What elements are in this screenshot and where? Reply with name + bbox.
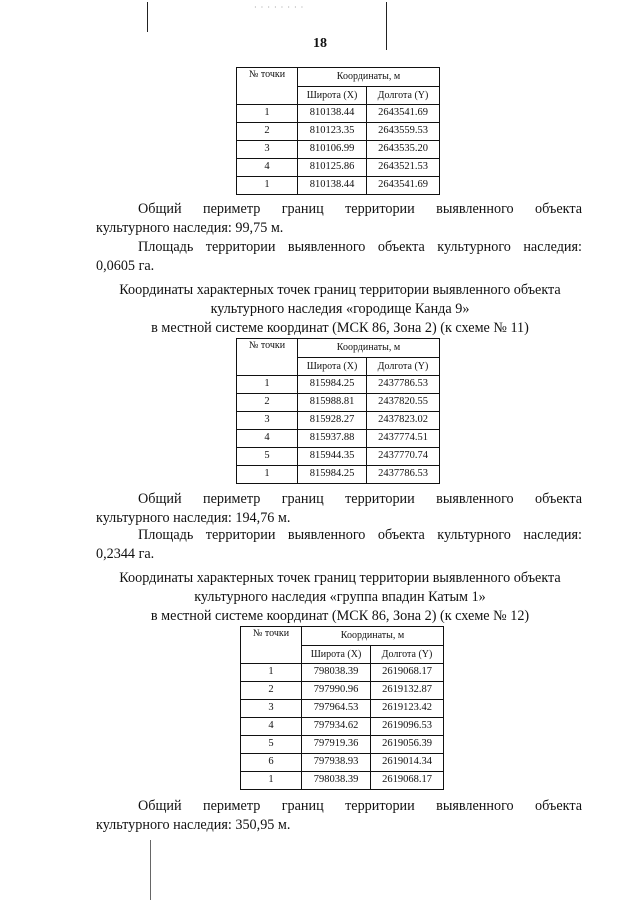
longitude-value: 2619068.17 — [371, 664, 444, 682]
latitude-value: 815984.25 — [298, 376, 367, 394]
latitude-value: 815937.88 — [298, 430, 367, 448]
header-lat: Широта (X) — [302, 646, 371, 664]
header-lon: Долгота (Y) — [371, 646, 444, 664]
longitude-value: 2643521.53 — [367, 159, 440, 177]
table-row — [237, 123, 440, 141]
latitude-value: 797938.93 — [302, 754, 371, 772]
table-row — [241, 754, 444, 772]
latitude-value: 815988.81 — [298, 394, 367, 412]
heading-line2: культурного наследия «городище Канда 9» — [210, 301, 470, 317]
table-row — [241, 772, 444, 790]
latitude-value: 797919.36 — [302, 736, 371, 754]
section-heading-2 — [60, 281, 620, 338]
longitude-value: 2643541.69 — [367, 177, 440, 195]
latitude-value: 815944.35 — [298, 448, 367, 466]
longitude-value: 2619096.53 — [371, 718, 444, 736]
table-row — [241, 700, 444, 718]
table-row — [237, 412, 440, 430]
longitude-value: 2437770.74 — [367, 448, 440, 466]
area-text-line1: Площадь территории выявленного объекта культурного наследия: — [138, 239, 582, 255]
latitude-value: 810138.44 — [298, 105, 367, 123]
point-number: 1 — [237, 466, 298, 484]
header-point-no: № точки — [237, 339, 298, 376]
section-heading-3 — [60, 569, 620, 626]
header-lon: Долгота (Y) — [367, 358, 440, 376]
table-row — [237, 466, 440, 484]
table-row — [241, 682, 444, 700]
table-row — [237, 105, 440, 123]
perimeter-paragraph-1 — [96, 200, 582, 238]
perimeter-paragraph-3 — [96, 797, 582, 835]
area-text-line1: Площадь территории выявленного объекта культурного наследия: — [138, 527, 582, 543]
longitude-value: 2619123.42 — [371, 700, 444, 718]
table-row — [237, 159, 440, 177]
point-number: 4 — [241, 718, 302, 736]
table-row — [237, 448, 440, 466]
latitude-value: 810106.99 — [298, 141, 367, 159]
point-number: 4 — [237, 159, 298, 177]
longitude-value: 2619132.87 — [371, 682, 444, 700]
header-coordinates: Координаты, м — [298, 339, 440, 358]
point-number: 6 — [241, 754, 302, 772]
longitude-value: 2437820.55 — [367, 394, 440, 412]
longitude-value: 2643541.69 — [367, 105, 440, 123]
latitude-value: 797990.96 — [302, 682, 371, 700]
point-number: 5 — [237, 448, 298, 466]
latitude-value: 798038.39 — [302, 664, 371, 682]
longitude-value: 2619056.39 — [371, 736, 444, 754]
perimeter-text-line2: культурного наследия: 194,76 м. — [96, 510, 291, 526]
table-row — [241, 736, 444, 754]
point-number: 1 — [237, 376, 298, 394]
latitude-value: 810138.44 — [298, 177, 367, 195]
point-number: 2 — [241, 682, 302, 700]
latitude-value: 815984.25 — [298, 466, 367, 484]
point-number: 2 — [237, 123, 298, 141]
point-number: 5 — [241, 736, 302, 754]
header-lat: Широта (X) — [298, 358, 367, 376]
longitude-value: 2437786.53 — [367, 376, 440, 394]
point-number: 1 — [237, 177, 298, 195]
heading-line3: в местной системе координат (МСК 86, Зона 2) (к схеме № 12) — [150, 608, 530, 624]
heading-line3: в местной системе координат (МСК 86, Зона 2) (к схеме № 11) — [151, 320, 529, 336]
header-coordinates: Координаты, м — [298, 68, 440, 87]
header-lon: Долгота (Y) — [367, 87, 440, 105]
latitude-value: 797934.62 — [302, 718, 371, 736]
coordinates-table-3 — [240, 626, 444, 790]
point-number: 3 — [237, 141, 298, 159]
latitude-value: 810123.35 — [298, 123, 367, 141]
latitude-value: 797964.53 — [302, 700, 371, 718]
table-row — [237, 394, 440, 412]
coordinates-table-2 — [236, 338, 440, 484]
scan-noise: · · · · · · · · — [254, 3, 305, 12]
longitude-value: 2437774.51 — [367, 430, 440, 448]
table-row — [237, 177, 440, 195]
table-row — [237, 141, 440, 159]
perimeter-paragraph-2 — [96, 490, 582, 528]
table-row — [241, 664, 444, 682]
heading-line2: культурного наследия «группа впадин Катым 1» — [194, 589, 486, 605]
perimeter-text-line1: Общий периметр границ территории выявленного объекта — [138, 491, 582, 507]
table-row — [241, 718, 444, 736]
header-lat: Широта (X) — [298, 87, 367, 105]
point-number: 1 — [237, 105, 298, 123]
point-number: 1 — [241, 664, 302, 682]
area-text-line2: 0,2344 га. — [96, 546, 155, 562]
perimeter-text-line2: культурного наследия: 350,95 м. — [96, 817, 291, 833]
perimeter-text-line1: Общий периметр границ территории выявленного объекта — [138, 201, 582, 217]
latitude-value: 798038.39 — [302, 772, 371, 790]
point-number: 3 — [237, 412, 298, 430]
perimeter-text-line1: Общий периметр границ территории выявленного объекта — [138, 798, 582, 814]
area-text-line2: 0,0605 га. — [96, 258, 155, 274]
longitude-value: 2643559.53 — [367, 123, 440, 141]
longitude-value: 2619014.34 — [371, 754, 444, 772]
area-paragraph-1 — [96, 238, 582, 276]
coordinates-table-1 — [236, 67, 440, 195]
latitude-value: 815928.27 — [298, 412, 367, 430]
point-number: 4 — [237, 430, 298, 448]
header-coordinates: Координаты, м — [302, 627, 444, 646]
table-row — [237, 430, 440, 448]
header-point-no: № точки — [241, 627, 302, 664]
header-point-no: № точки — [237, 68, 298, 105]
longitude-value: 2619068.17 — [371, 772, 444, 790]
heading-line1: Координаты характерных точек границ территории выявленного объекта — [119, 282, 561, 298]
point-number: 3 — [241, 700, 302, 718]
scan-margin-line-top — [147, 2, 148, 32]
scan-margin-line-bottom — [150, 840, 151, 900]
perimeter-text-line2: культурного наследия: 99,75 м. — [96, 220, 284, 236]
page-number: 18 — [313, 36, 327, 51]
longitude-value: 2643535.20 — [367, 141, 440, 159]
latitude-value: 810125.86 — [298, 159, 367, 177]
table-row — [237, 376, 440, 394]
point-number: 2 — [237, 394, 298, 412]
area-paragraph-2 — [96, 526, 582, 564]
longitude-value: 2437823.02 — [367, 412, 440, 430]
heading-line1: Координаты характерных точек границ территории выявленного объекта — [119, 570, 561, 586]
longitude-value: 2437786.53 — [367, 466, 440, 484]
point-number: 1 — [241, 772, 302, 790]
